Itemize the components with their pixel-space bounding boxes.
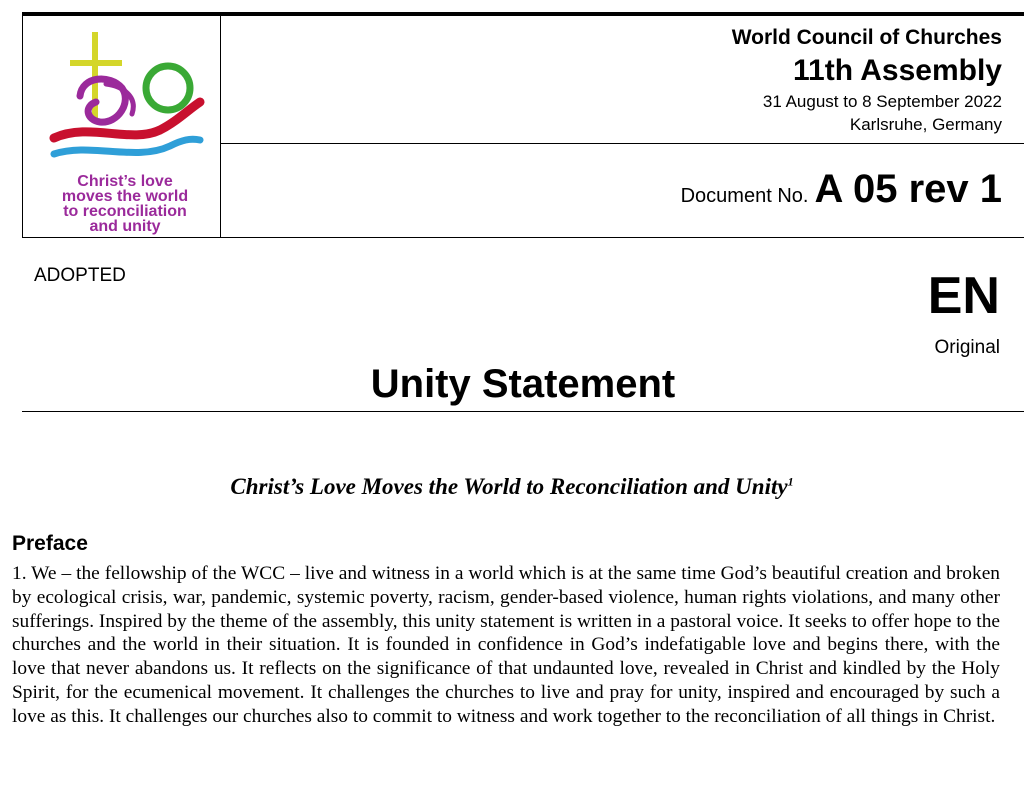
status-label: ADOPTED [34,265,126,286]
logo-blue-wave [54,139,200,154]
assembly-name: 11th Assembly [793,54,1002,87]
organization-name: World Council of Churches [731,26,1002,49]
language-note: Original [934,337,1000,358]
subtitle-text: Christ’s Love Moves the World to Reconciliation and Unity [230,474,788,499]
title-rule [22,411,1024,412]
logo-slogan [40,174,210,234]
assembly-dates: 31 August to 8 September 2022 [762,92,1002,111]
slogan-line: to reconciliation [63,203,187,220]
slogan-line: moves the world [61,188,189,205]
footnote-marker[interactable]: 1 [787,474,794,489]
document-number-label: Document No. [680,185,809,207]
page-title: Unity Statement [370,362,676,406]
document-number-value: A 05 rev 1 [814,167,1002,211]
section-heading: Preface [12,532,88,555]
assembly-place: Karlsruhe, Germany [849,115,1002,134]
document-subtitle [0,474,1024,500]
slogan-line: and unity [89,218,161,235]
language-code: EN [927,267,1000,325]
logo-green-circle [146,66,190,110]
logo-cross-horizontal [70,60,122,66]
header-divider-horizontal [220,143,1024,144]
assembly-logo [40,26,210,236]
document-number [681,167,1002,212]
logo-graphic [40,26,210,171]
slogan-line: Christ’s love [77,173,173,190]
header-divider-vertical [220,16,221,238]
body-paragraph: 1. We – the fellowship of the WCC – live and witness in a world which is at the same time God’s beautiful creation and broken by ecological crisis, war, pandemic, systemic poverty, racism, gender-based violence, human rights violations, and many other sufferings. Inspired by the theme of the assembly, this unity statement is written in a pastoral voice. It seeks to offer hope to the churches and the world in their situation. It is founded in confidence in God’s indefatigable love and begins there, with the love that never abandons us. It reflects on the significance of that undaunted love, revealed in Christ and kindled by the Holy Spirit, for the ecumenical movement. It challenges the churches to live and pray for unity, inspired and encouraged by such a love as this. It challenges our churches also to commit to witness and work together to the reconciliation of all things in Christ. [12,563,1000,727]
